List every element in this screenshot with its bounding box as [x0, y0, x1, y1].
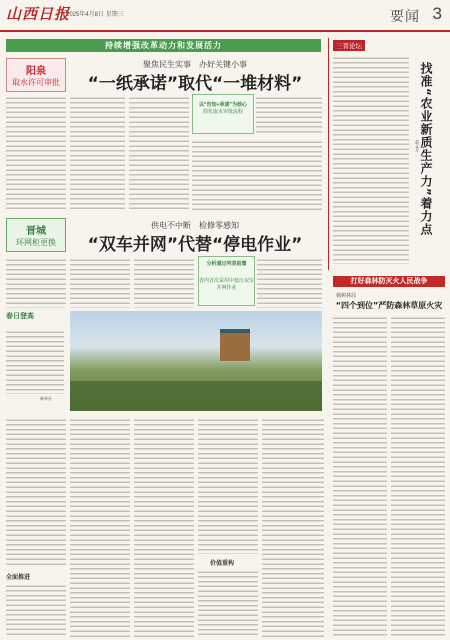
commentary-body — [333, 54, 409, 264]
story1-body-col3 — [129, 94, 189, 212]
section-head-left: 全面推进 — [6, 575, 31, 581]
section-head-middle: 价值重构 — [210, 561, 235, 567]
story2-infobox — [198, 256, 255, 306]
story1-infobox — [192, 94, 254, 134]
story1-tag-topic: 取水许可审批 — [12, 78, 60, 87]
fire-headline: “四个到位”严防森林草原火灾 — [335, 301, 443, 310]
section-title: 要闻 — [390, 8, 420, 24]
article-body-col1 — [6, 416, 66, 566]
fire-body-col2 — [391, 314, 445, 637]
article-body-col5 — [262, 416, 324, 637]
pagoda-shape — [220, 329, 250, 361]
story2-body-col4 — [257, 256, 322, 308]
story1-tag — [6, 58, 66, 92]
landscape-photo — [70, 311, 322, 411]
column-divider — [328, 38, 329, 270]
photo-title-box — [6, 311, 66, 327]
story2-kicker: 供电不中断 检修零感知 — [151, 221, 239, 230]
article-body-col2 — [70, 416, 130, 637]
story1-infobox-sub: 简化取水审批流程 — [202, 109, 243, 115]
article-body-col1b — [6, 582, 66, 637]
article-body-col3 — [134, 416, 194, 637]
story1-infobox-title: 以“告知+承诺”为核心 — [199, 102, 247, 108]
newspaper-logo: 山西日报 — [6, 5, 71, 23]
photo-caption-text — [6, 328, 64, 394]
fire-kicker: 杨树林局 — [336, 293, 357, 299]
story1-body-col5 — [192, 138, 322, 212]
topic-banner: 持续增强改革动力和发展活力 — [6, 39, 321, 52]
story2-tag-topic: 环网柜更换 — [16, 238, 56, 247]
commentary-author: 赵义方 — [415, 140, 420, 152]
fire-body-col1 — [333, 314, 387, 637]
photo-title: 春日登高 — [6, 313, 34, 320]
fire-banner: 打好森林防灭火人民战争 — [333, 276, 445, 287]
story2-infobox-sub: 省内首次采用中低压双车并网作业 — [199, 278, 255, 291]
story1-tag-place: 阳泉 — [26, 66, 46, 77]
story2-body-col1 — [6, 256, 66, 308]
commentary-title: 找准“农业新质生产力”着力点 — [419, 62, 433, 236]
photo-credit: 新华社 — [40, 396, 52, 401]
article-body-col4b — [198, 568, 258, 637]
commentary-label: 三晋论坛 — [333, 40, 365, 51]
story1-body-col1 — [6, 94, 66, 212]
story1-body-col2 — [70, 94, 125, 212]
story2-headline: “双车并网”代替“停电作业” — [87, 235, 303, 255]
foliage-shape — [70, 381, 322, 411]
page-number: 3 — [432, 4, 442, 23]
story2-infobox-title: 分析通过列表前置 — [206, 261, 247, 267]
story2-tag-place: 晋城 — [26, 226, 46, 237]
article-body-col4 — [198, 416, 258, 554]
story2-tag — [6, 218, 66, 252]
story1-body-col4 — [256, 94, 322, 134]
story2-body-col2 — [70, 256, 130, 308]
story1-headline: “一纸承诺”取代“一堆材料” — [87, 74, 303, 94]
issue-date: 2025年4月8日 星期三 — [66, 12, 124, 18]
story2-body-col3 — [134, 256, 194, 308]
story1-kicker: 聚焦民生实事 办好关键小事 — [143, 60, 247, 69]
